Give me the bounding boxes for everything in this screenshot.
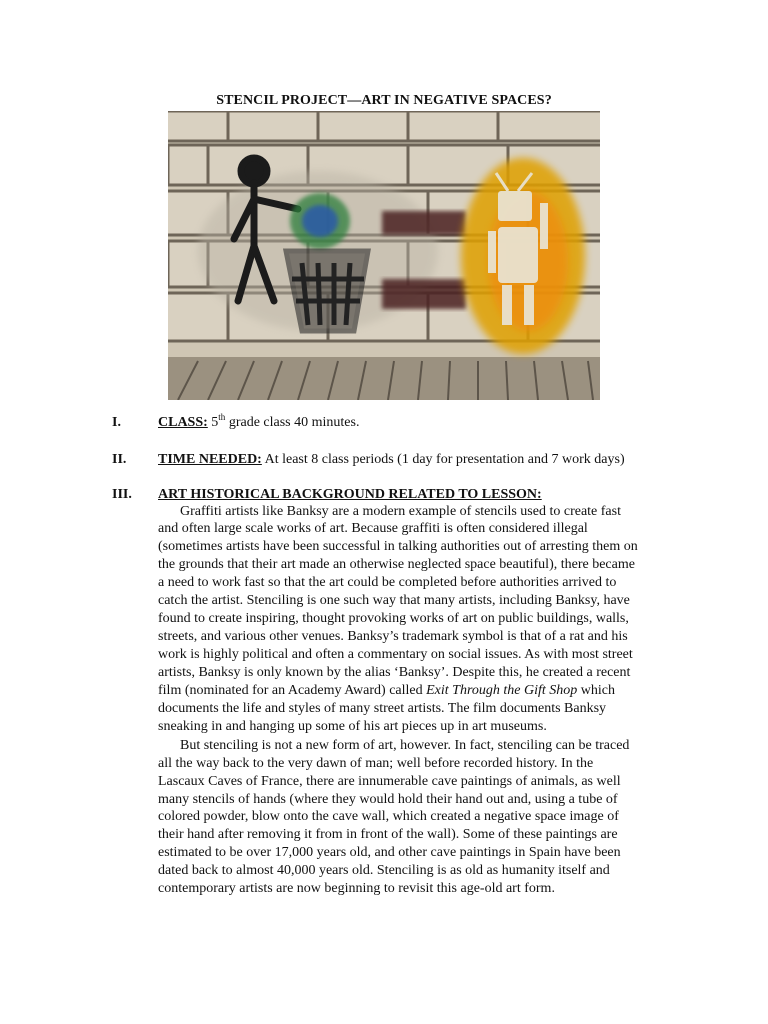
text-line: their hand after removing it from in front of the wall). Some of these paintings are	[158, 827, 618, 842]
text-line: dated back to almost 40,000 years old. Stenciling is as old as humanity itself and	[158, 863, 610, 878]
film-title: Exit Through the Gift Shop	[426, 683, 578, 698]
text-line: work is highly political and often a commentary on social issues. As with most street	[158, 647, 633, 662]
text-line: and often large scale works of art. Because graffiti is often considered illegal	[158, 521, 588, 536]
grade-suffix: th	[218, 412, 226, 422]
section-label: CLASS:	[158, 415, 208, 430]
text-line: the grounds that their art made an otherwise neglected space beautiful), there became	[158, 557, 635, 572]
text-line: a need to work fast so that the art could be completed before authorities arrived to	[158, 575, 617, 590]
film-line-post: which	[577, 683, 615, 698]
brown-bar-top	[382, 211, 466, 235]
section-numeral: II.	[112, 452, 127, 467]
text-line: artists, Banksy is only known by the alias ‘Banksy’. Despite this, he created a recent	[158, 665, 631, 680]
text-line: colored powder, blow onto the cave wall, which created a negative space image of	[158, 809, 619, 824]
section-numeral: III.	[112, 487, 132, 502]
text-line: documents the life and styles of many street artists. The film documents Banksy	[158, 701, 607, 716]
brown-bar-bottom	[382, 279, 466, 309]
document-title: STENCIL PROJECT—ART IN NEGATIVE SPACES?	[216, 93, 552, 108]
section-label: ART HISTORICAL BACKGROUND RELATED TO LESSON:	[158, 487, 542, 502]
text-line: estimated to be over 17,000 years old, and other cave paintings in Spain have been	[158, 845, 621, 860]
basket-stencil	[286, 251, 368, 331]
text-line: Graffiti artists like Banksy are a modern example of stencils used to create fast	[180, 504, 621, 519]
stencil-artwork-photo	[168, 111, 600, 400]
class-grade: 5	[211, 415, 219, 430]
text-line: (sometimes artists have been successful in talking authorities out of arresting them on	[158, 539, 638, 554]
text-line: But stenciling is not a new form of art, however. In fact, stenciling can be traced	[180, 738, 630, 753]
text-line: Lascaux Caves of France, there are innumerable cave paintings of animals, as well	[158, 774, 621, 789]
text-line: sneaking in and hanging up some of his art pieces up in art museums.	[158, 719, 547, 734]
class-text: grade class 40 minutes.	[225, 415, 360, 430]
text-line: all the way back to the very dawn of man; well before recorded history. In the	[158, 756, 594, 771]
artwork-illustration	[168, 111, 600, 400]
text-line: many stencils of hands (where they would hold their hand out and, using a tube of	[158, 792, 618, 807]
time-needed-text: At least 8 class periods (1 day for presentation and 7 work days)	[261, 452, 625, 467]
text-line: catch the artist. Stenciling is one such way that many artists, including Banksy, have	[158, 593, 630, 608]
section-label: TIME NEEDED:	[158, 452, 262, 467]
text-line: found to create inspiring, thought provoking works of art on public buildings, walls,	[158, 611, 629, 626]
text-line: contemporary artists are now beginning to revisit this age-old art form.	[158, 881, 555, 896]
film-line-pre: film (nominated for an Academy Award) called	[158, 683, 427, 698]
text-line-film	[158, 682, 615, 699]
text-line: streets, and various other venues. Banksy’s trademark symbol is that of a rat and his	[158, 629, 628, 644]
section-numeral: I.	[112, 415, 121, 430]
